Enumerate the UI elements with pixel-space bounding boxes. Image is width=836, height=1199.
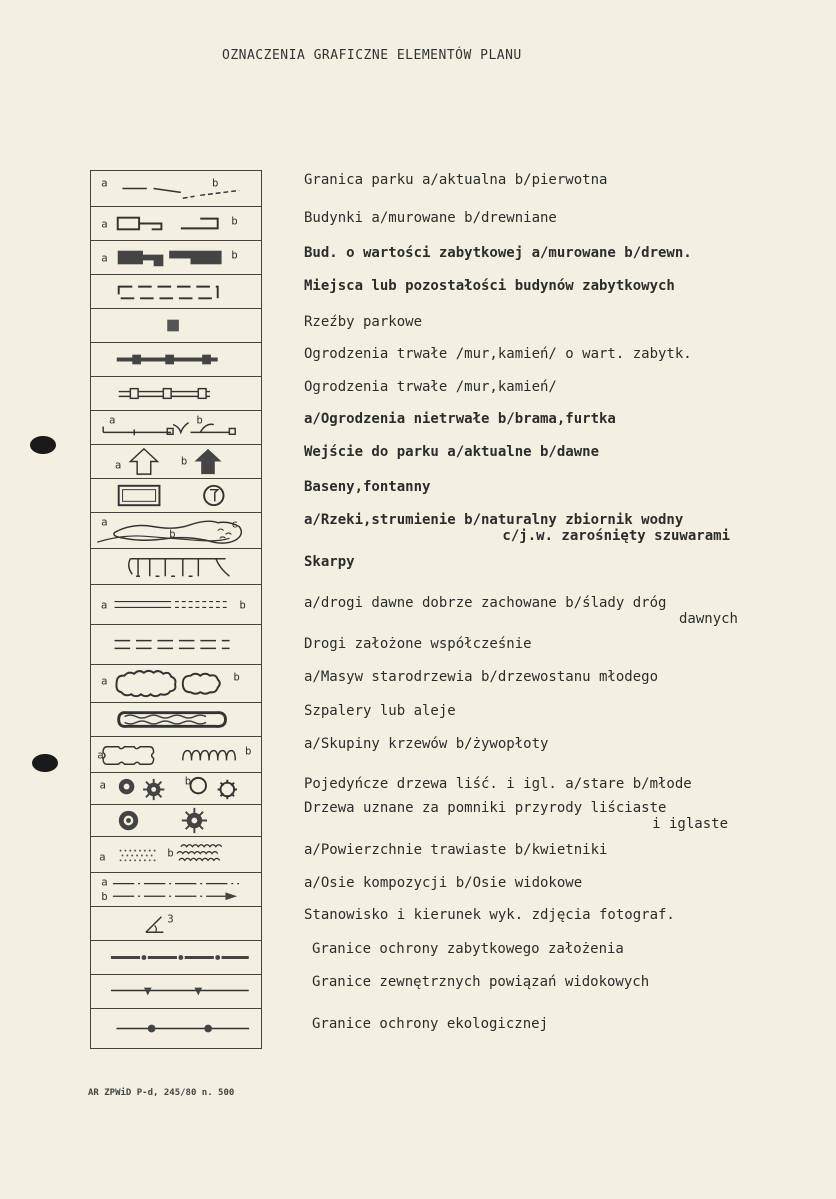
page-title: OZNACZENIA GRAFICZNE ELEMENTÓW PLANU (222, 48, 522, 63)
legend-text-axes: a/Osie kompozycji b/Osie widokowe (304, 875, 583, 891)
symbol-heritage-protection-boundary (91, 941, 261, 975)
symbol-temporary-fence (91, 411, 261, 445)
symbol-alleys (91, 703, 261, 737)
symbol-letter-a: a (101, 674, 108, 688)
symbol-letter-b: b (180, 454, 188, 468)
legend-text-historic-buildings: Bud. o wartości zabytkowej a/murowane b/drewn. (304, 245, 692, 261)
symbol-letter-b: b (239, 598, 246, 612)
symbol-letter-b: b (231, 248, 238, 262)
symbol-letter-b: b (167, 846, 174, 860)
symbol-letter-b: b (169, 527, 176, 541)
lawns-flowerbeds-symbol (91, 837, 259, 872)
legend-text-park-entrance: Wejście do parku a/aktualne b/dawne (304, 444, 600, 460)
legend-text-park-boundary: Granica parku a/aktualna b/pierwotna (304, 172, 608, 188)
legend-text-line-2: i iglaste (652, 816, 728, 832)
legend-text-temporary-fence: a/Ogrodzenia nietrwałe b/brama,furtka (304, 411, 616, 427)
symbol-permanent-fence (91, 377, 261, 411)
heritage-boundary-symbol (91, 941, 259, 974)
legend-text-lawns-flowerbeds: a/Powierzchnie trawiaste b/kwietniki (304, 842, 608, 858)
permanent-fence-symbol (91, 377, 259, 410)
legend-text-external-view-boundary: Granice zewnętrznych powiązań widokowych (312, 974, 650, 990)
symbol-letter-b: b (211, 176, 219, 190)
symbol-single-trees (91, 773, 261, 805)
legend-text-building-remains: Miejsca lub pozostałości budynów zabytkowych (304, 278, 675, 294)
legend-text-alleys: Szpalery lub aleje (304, 703, 456, 719)
legend-text-rivers-water (304, 512, 760, 544)
symbol-letter-a: a (101, 217, 108, 231)
photo-point-symbol (91, 907, 259, 940)
legend-text-photo-point: Stanowisko i kierunek wyk. zdjęcia fotograf. (304, 907, 675, 923)
legend-symbol-column (90, 170, 262, 1049)
punch-hole (30, 436, 56, 454)
symbol-old-roads (91, 585, 261, 625)
symbol-letter-b: b (101, 890, 108, 904)
legend-text-sculptures: Rzeźby parkowe (304, 314, 423, 330)
external-view-boundary-symbol (91, 975, 259, 1008)
symbol-slopes (91, 549, 261, 585)
symbol-letter-b: b (184, 774, 192, 788)
symbol-historic-fence (91, 343, 261, 377)
legend-text-pools-fountains: Baseny,fontanny (304, 479, 431, 495)
legend-text-natural-monument-trees (304, 800, 738, 832)
legend-text-line-1: a/drogi dawne dobrze zachowane b/ślady dróg (304, 595, 667, 611)
legend-text-heritage-boundary: Granice ochrony zabytkowego założenia (312, 941, 624, 957)
symbol-letter-a: a (99, 778, 106, 792)
legend-text-line-2: c/j.w. zarośnięty szuwarami (502, 528, 730, 544)
symbol-letter-a: a (100, 598, 108, 612)
modern-roads-symbol (91, 625, 259, 664)
legend-text-line-2: dawnych (678, 611, 738, 627)
symbol-park-entrance (91, 445, 261, 479)
symbol-external-view-boundary (91, 975, 261, 1009)
legend-text-line-1: Drzewa uznane za pomniki przyrody liściaste (304, 800, 667, 816)
symbol-letter-a: a (101, 875, 108, 889)
symbol-letter-b: b (245, 744, 252, 758)
symbol-photo-point (91, 907, 261, 941)
punch-hole (32, 754, 58, 772)
symbol-buildings (91, 207, 261, 241)
symbol-letter-b: b (231, 214, 238, 228)
park-entrance-symbol (91, 445, 259, 478)
old-tree-stand-symbol (91, 665, 259, 702)
symbol-letter-a: a (101, 176, 108, 190)
park-boundary-symbol (91, 171, 259, 206)
symbol-park-boundary (91, 171, 261, 207)
symbol-letter-a: a (109, 413, 116, 427)
symbol-lawns-flowerbeds (91, 837, 261, 873)
legend-text-shrubs-hedges: a/Skupiny krzewów b/żywopłoty (304, 736, 549, 752)
symbol-letter-b: b (233, 670, 240, 684)
symbol-rivers-water (91, 513, 261, 549)
symbol-historic-buildings (91, 241, 261, 275)
legend-text-old-tree-stand: a/Masyw starodrzewia b/drzewostanu młodego (304, 669, 659, 685)
symbol-sculptures (91, 309, 261, 343)
slope-symbol (91, 549, 259, 584)
legend-text-old-roads (304, 595, 738, 627)
pool-fountain-symbol (91, 479, 259, 512)
building-remains-symbol (91, 275, 259, 308)
photo-number: 3 (167, 912, 174, 926)
legend-text-ecological-boundary: Granice ochrony ekologicznej (312, 1016, 549, 1032)
symbol-letter-a: a (101, 251, 108, 265)
symbol-old-tree-stand (91, 665, 261, 703)
symbol-modern-roads (91, 625, 261, 665)
sculpture-symbol (91, 309, 259, 342)
legend-text-slopes: Skarpy (304, 554, 355, 570)
symbol-composition-axes (91, 873, 261, 907)
print-footer: AR ZPWiD P-d, 245/80 n. 500 (88, 1088, 235, 1098)
conifer-young-icon (218, 780, 237, 799)
symbol-letter-a: a (114, 458, 122, 472)
symbol-shrubs-hedges (91, 737, 261, 773)
axes-symbol (91, 873, 259, 906)
legend-text-line-1: a/Rzeki,strumienie b/naturalny zbiornik wodny (304, 512, 684, 528)
river-water-symbol (91, 513, 259, 548)
legend-text-buildings: Budynki a/murowane b/drewniane (304, 210, 557, 226)
single-trees-symbol (91, 773, 259, 804)
legend-text-single-trees: Pojedyńcze drzewa liść. i igl. a/stare b/młode (304, 776, 692, 792)
historic-fence-symbol (91, 343, 259, 376)
buildings-symbol (91, 207, 259, 240)
natural-monument-trees-symbol (91, 805, 259, 836)
symbol-natural-monument-trees (91, 805, 261, 837)
symbol-letter-a: a (101, 515, 108, 529)
legend-text-permanent-fence: Ogrodzenia trwałe /mur,kamień/ (304, 379, 557, 395)
old-roads-symbol (91, 585, 259, 624)
symbol-building-remains (91, 275, 261, 309)
conifer-old-icon (143, 779, 164, 800)
symbol-pools-fountains (91, 479, 261, 513)
shrubs-hedges-symbol (91, 737, 259, 772)
historic-buildings-symbol (91, 241, 259, 274)
symbol-letter-a: a (97, 748, 104, 762)
symbol-letter-b: b (196, 413, 203, 427)
legend-text-historic-fence: Ogrodzenia trwałe /mur,kamień/ o wart. zabytk. (304, 346, 692, 362)
symbol-ecological-boundary (91, 1009, 261, 1049)
symbol-letter-c: c (231, 517, 238, 531)
legend-text-modern-roads: Drogi założone współcześnie (304, 636, 532, 652)
alley-symbol (91, 703, 259, 736)
symbol-letter-a: a (99, 850, 106, 864)
ecological-boundary-symbol (91, 1009, 259, 1048)
temporary-fence-symbol (91, 411, 259, 444)
